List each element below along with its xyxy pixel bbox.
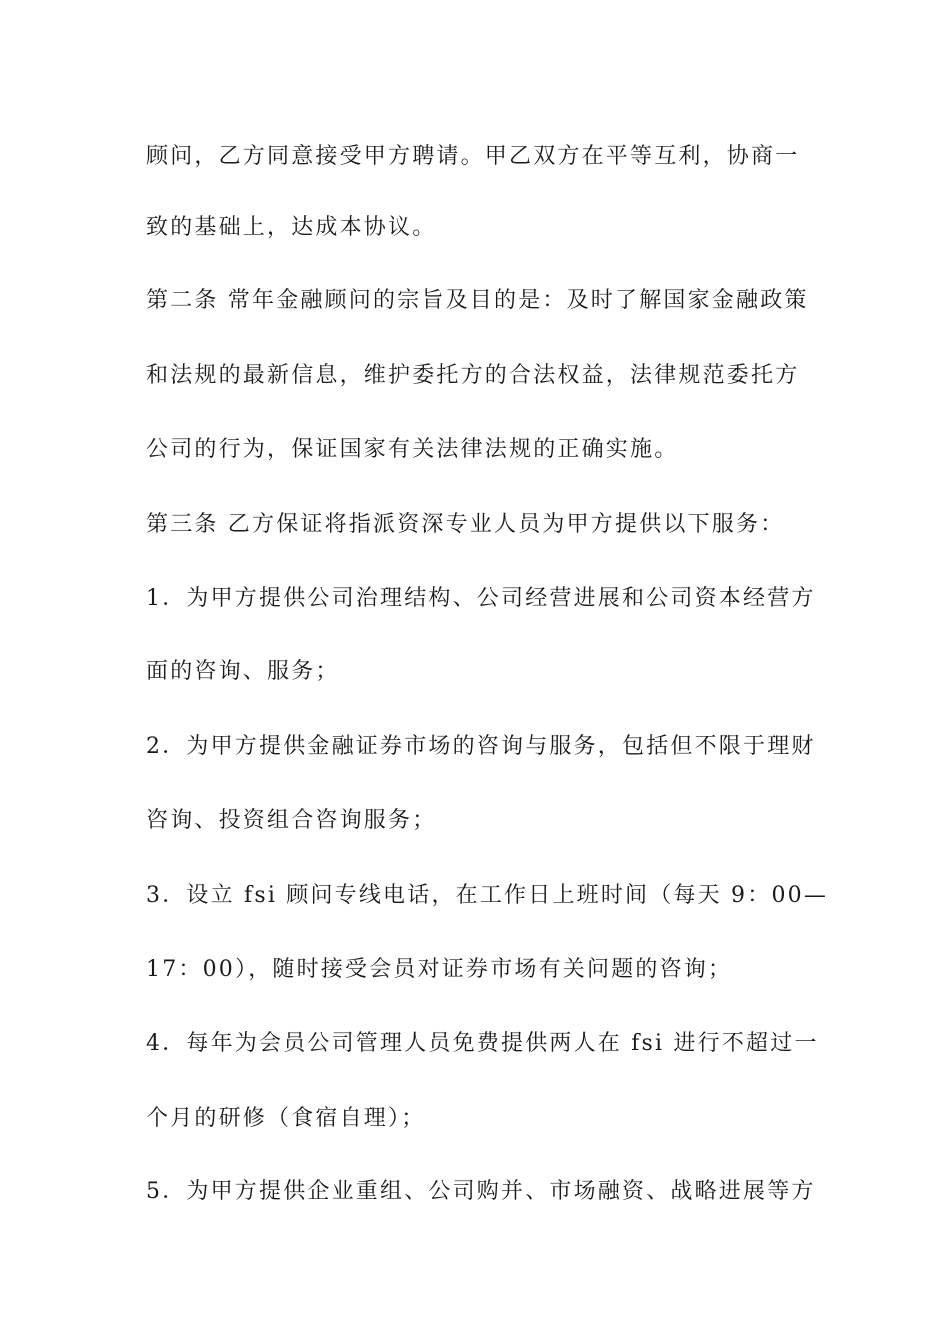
text-line: 17：00），随时接受会员对证券市场有关问题的咨询； <box>146 957 733 982</box>
text-line: 个月的研修（食宿自理）； <box>146 1106 426 1131</box>
section-heading-article-3: 第三条 乙方保证将指派资深专业人员为甲方提供以下服务： <box>146 512 785 537</box>
text-line: 和法规的最新信息，维护委托方的合法权益，法律规范委托方 <box>146 363 800 388</box>
section-heading-article-2: 第二条 常年金融顾问的宗旨及目的是：及时了解国家金融政策 <box>146 288 809 313</box>
text-line: 致的基础上，达成本协议。 <box>146 215 437 240</box>
text-line: 面的咨询、服务； <box>146 659 340 684</box>
text-line: 顾问，乙方同意接受甲方聘请。甲乙双方在平等互利，协商一 <box>146 144 800 169</box>
list-item-4: 4．每年为会员公司管理人员免费提供两人在 fsi 进行不超过一 <box>146 1031 819 1056</box>
list-item-1: 1．为甲方提供公司治理结构、公司经营进展和公司资本经营方 <box>146 586 816 611</box>
list-item-5: 5．为甲方提供企业重组、公司购并、市场融资、战略进展等方 <box>146 1179 816 1204</box>
text-line: 咨询、投资组合咨询服务； <box>146 808 437 833</box>
list-item-2: 2．为甲方提供金融证券市场的咨询与服务，包括但不限于理财 <box>146 734 816 759</box>
list-item-3: 3．设立 fsi 顾问专线电话，在工作日上班时间（每天 9：00— <box>146 883 829 908</box>
text-line: 公司的行为，保证国家有关法律法规的正确实施。 <box>146 437 679 462</box>
